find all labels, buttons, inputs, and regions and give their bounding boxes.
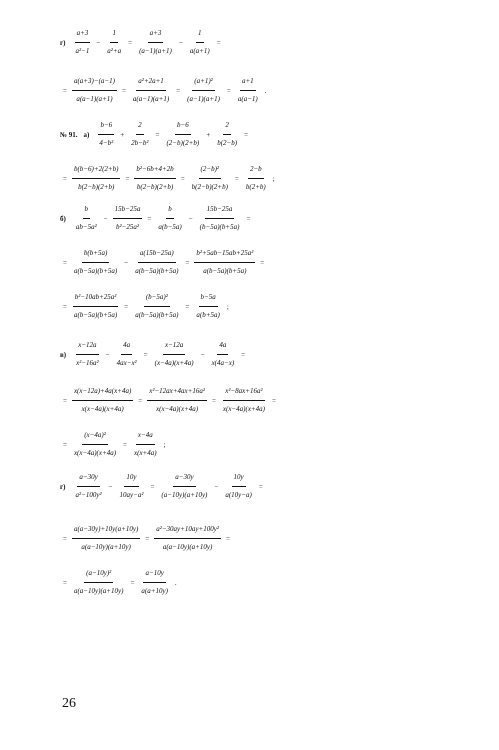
operator: = (128, 38, 133, 47)
item-label: г) (60, 38, 66, 47)
numerator: b²−10ab+25a² (73, 290, 119, 307)
numerator: (2−b)² (199, 162, 221, 179)
denominator: (b−5a)(b+5a) (199, 223, 240, 231)
denominator: a(b−5a) (158, 223, 182, 231)
numerator: b (166, 202, 174, 219)
denominator: a(b−5a)(b+5a) (135, 311, 179, 319)
equation-row (0, 338, 499, 371)
numerator: b²−6b+4+2b (134, 162, 175, 179)
operator: ; (272, 174, 275, 183)
numerator: (a+1)² (192, 74, 214, 91)
item-label: г) (60, 482, 66, 491)
operator: = (125, 174, 130, 183)
operator: = (244, 130, 249, 139)
equation-row (0, 162, 499, 195)
numerator: 10y (232, 470, 246, 487)
numerator: x−4a (136, 428, 155, 445)
fraction (129, 118, 150, 151)
numerator: a(15b−25a) (138, 246, 176, 263)
equation-row (0, 26, 499, 59)
denominator: a(a−10y)(a+10y) (162, 543, 213, 551)
denominator: (a−1)(a+1) (187, 95, 220, 103)
numerator: b²+5ab−15ab+25a² (194, 246, 255, 263)
operator: = (143, 350, 148, 359)
fraction (74, 202, 99, 235)
operator: − (178, 38, 183, 47)
operator: = (63, 174, 67, 183)
numerator: (b−5a)² (144, 290, 170, 307)
numerator: 4a (217, 338, 228, 355)
operator: − (214, 482, 219, 491)
fraction (159, 470, 209, 503)
fraction (118, 470, 146, 503)
operator: = (258, 482, 263, 491)
fraction (147, 384, 207, 417)
fraction (215, 118, 239, 151)
operator: − (96, 38, 101, 47)
denominator: x(4a−x) (211, 359, 235, 367)
denominator: a(a+1) (189, 47, 210, 55)
fraction (72, 522, 140, 555)
equation-row (0, 522, 499, 555)
numerator: b−6 (175, 118, 191, 135)
fraction (188, 26, 212, 59)
numerator: a−10y (143, 566, 165, 583)
numerator: a²+2a+1 (136, 74, 166, 91)
operator: = (150, 482, 155, 491)
denominator: 4−b² (99, 139, 114, 147)
operator: = (185, 302, 190, 311)
denominator: a(b−5a)(b+5a) (135, 267, 179, 275)
fraction (153, 338, 196, 371)
denominator: b(2−b)(2+b) (191, 183, 228, 191)
operator: − (200, 350, 205, 359)
fraction (72, 384, 133, 417)
operator: = (155, 130, 160, 139)
denominator: b²−25a² (116, 223, 139, 231)
numerator: a−30y (77, 470, 99, 487)
numerator: 2 (136, 118, 144, 135)
equation-row (0, 470, 499, 503)
fraction (221, 384, 267, 417)
fraction (194, 290, 221, 323)
fraction (74, 470, 104, 503)
operator: = (138, 396, 143, 405)
equation-row (0, 202, 499, 235)
denominator: x(x+4a) (134, 449, 157, 457)
numerator: a²−30ay+10ay+100y² (154, 522, 221, 539)
fraction (190, 162, 230, 195)
operator: = (124, 302, 129, 311)
operator: = (130, 578, 135, 587)
fraction (137, 26, 174, 59)
denominator: a²−100y² (75, 491, 102, 499)
operator: = (63, 86, 67, 95)
operator: + (120, 130, 125, 139)
denominator: a²+a (107, 47, 122, 55)
equation-row (0, 74, 499, 107)
fraction (139, 566, 170, 599)
page-number: 26 (62, 696, 76, 711)
operator: = (63, 396, 67, 405)
denominator: a(10y−a) (225, 491, 252, 499)
fraction (134, 162, 175, 195)
numerator: b(b−6)+2(2+b) (72, 162, 121, 179)
operator: . (174, 578, 177, 587)
operator: = (63, 258, 67, 267)
item-label: б) (60, 214, 66, 223)
numerator: 2 (223, 118, 231, 135)
denominator: (a−1)(a+1) (139, 47, 172, 55)
fraction (185, 74, 222, 107)
operator: = (260, 258, 265, 267)
numerator: a−30y (173, 470, 195, 487)
denominator: a(a−1) (237, 95, 258, 103)
numerator: 4a (121, 338, 132, 355)
fraction (72, 74, 117, 107)
fraction (154, 522, 221, 555)
fraction (115, 338, 139, 371)
fraction (72, 246, 119, 279)
denominator: ab−5a² (75, 223, 97, 231)
denominator: (a−10y)(a+10y) (161, 491, 208, 499)
operator: = (121, 86, 126, 95)
denominator: a²−1 (75, 47, 90, 55)
numerator: x(x−12a)+4a(x+4a) (72, 384, 133, 401)
numerator: a+1 (240, 74, 256, 91)
fraction (105, 26, 123, 59)
denominator: x(x−4a)(x+4a) (73, 449, 117, 457)
fraction (72, 428, 118, 461)
operator: = (63, 440, 67, 449)
denominator: (2−b)(2+b) (166, 139, 200, 147)
denominator: b(2+b) (245, 183, 266, 191)
fraction (74, 26, 92, 59)
operator: = (123, 440, 127, 449)
numerator: (x−4a)² (82, 428, 108, 445)
denominator: a(a+10y) (141, 587, 168, 595)
numerator: b−6 (98, 118, 114, 135)
operator: = (271, 396, 276, 405)
denominator: x(x−4a)(x+4a) (81, 405, 124, 413)
numerator: a+3 (148, 26, 164, 43)
operator: = (147, 214, 152, 223)
operator: = (226, 86, 231, 95)
denominator: 4ax−x² (116, 359, 137, 367)
fraction (164, 118, 201, 151)
operator: = (63, 302, 67, 311)
numerator: (a−10y)² (84, 566, 113, 583)
fraction (156, 202, 183, 235)
numerator: a(a−30y)+10y(a+10y) (72, 522, 140, 539)
numerator: x−12a (163, 338, 185, 355)
operator: = (176, 86, 181, 95)
fraction (131, 74, 171, 107)
fraction (223, 470, 254, 503)
operator: = (234, 174, 239, 183)
operator: . (264, 86, 267, 95)
numerator: b (83, 202, 91, 219)
fraction (72, 162, 121, 195)
operator: − (188, 214, 193, 223)
equation-row (0, 384, 499, 417)
fraction (194, 246, 255, 279)
numerator: 15b−25a (113, 202, 143, 219)
denominator: a(a−1)(a+1) (76, 95, 113, 103)
denominator: b(2−b) (217, 139, 238, 147)
operator: = (145, 534, 150, 543)
exercise-number: № 91. (60, 130, 78, 139)
fraction (72, 566, 126, 599)
denominator: x(x−4a)(x+4a) (222, 405, 265, 413)
fraction (244, 162, 268, 195)
operator: + (206, 130, 211, 139)
numerator: 1 (196, 26, 204, 43)
item-label: в) (60, 350, 67, 359)
operator: = (241, 350, 246, 359)
equation-row (0, 290, 499, 323)
denominator: b(2−b)(2+b) (136, 183, 174, 191)
fraction (74, 338, 101, 371)
equation-row (0, 428, 499, 461)
fraction (133, 246, 180, 279)
denominator: a(b−5a)(b+5a) (73, 311, 118, 319)
fraction (198, 202, 242, 235)
operator: − (105, 350, 110, 359)
denominator: a(b−5a)(b+5a) (203, 267, 247, 275)
denominator: a(a−10y)(a+10y) (81, 543, 131, 551)
operator: − (103, 214, 108, 223)
numerator: b−5a (199, 290, 218, 307)
numerator: 15b−25a (205, 202, 235, 219)
fraction (113, 202, 143, 235)
operator: ; (163, 440, 166, 449)
fraction (97, 118, 115, 151)
operator: = (180, 174, 185, 183)
operator: = (225, 534, 230, 543)
numerator: 10y (124, 470, 138, 487)
fraction (236, 74, 260, 107)
numerator: b(b+5a) (82, 246, 109, 263)
item-label: а) (83, 130, 90, 139)
numerator: x−12a (76, 338, 98, 355)
denominator: x²−16a² (76, 359, 99, 367)
operator: = (211, 396, 216, 405)
fraction (72, 290, 119, 323)
denominator: 10ay−a² (119, 491, 144, 499)
numerator: 1 (110, 26, 118, 43)
numerator: a+3 (75, 26, 91, 43)
numerator: a(a+3)−(a−1) (72, 74, 117, 91)
equation-row (0, 118, 499, 151)
denominator: 2b−b² (131, 139, 149, 147)
operator: = (216, 38, 221, 47)
numerator: 2−b (248, 162, 264, 179)
denominator: a(a−10y)(a+10y) (73, 587, 124, 595)
operator: = (246, 214, 251, 223)
fraction (132, 428, 159, 461)
operator: = (185, 258, 190, 267)
denominator: b(2−b)(2+b) (78, 183, 115, 191)
fraction (210, 338, 237, 371)
denominator: a(a−1)(a+1) (132, 95, 170, 103)
denominator: (x−4a)(x+4a) (154, 359, 194, 367)
operator: ; (226, 302, 229, 311)
equation-row (0, 246, 499, 279)
operator: = (63, 578, 67, 587)
numerator: x²−12ax+4ax+16a² (147, 384, 207, 401)
fraction (133, 290, 180, 323)
equation-row (0, 566, 499, 599)
numerator: x²−8ax+16a² (223, 384, 264, 401)
denominator: a(b−5a)(b+5a) (73, 267, 118, 275)
denominator: x(x−4a)(x+4a) (156, 405, 199, 413)
operator: = (63, 534, 67, 543)
operator: − (124, 258, 129, 267)
operator: − (108, 482, 113, 491)
denominator: a(b+5a) (196, 311, 220, 319)
